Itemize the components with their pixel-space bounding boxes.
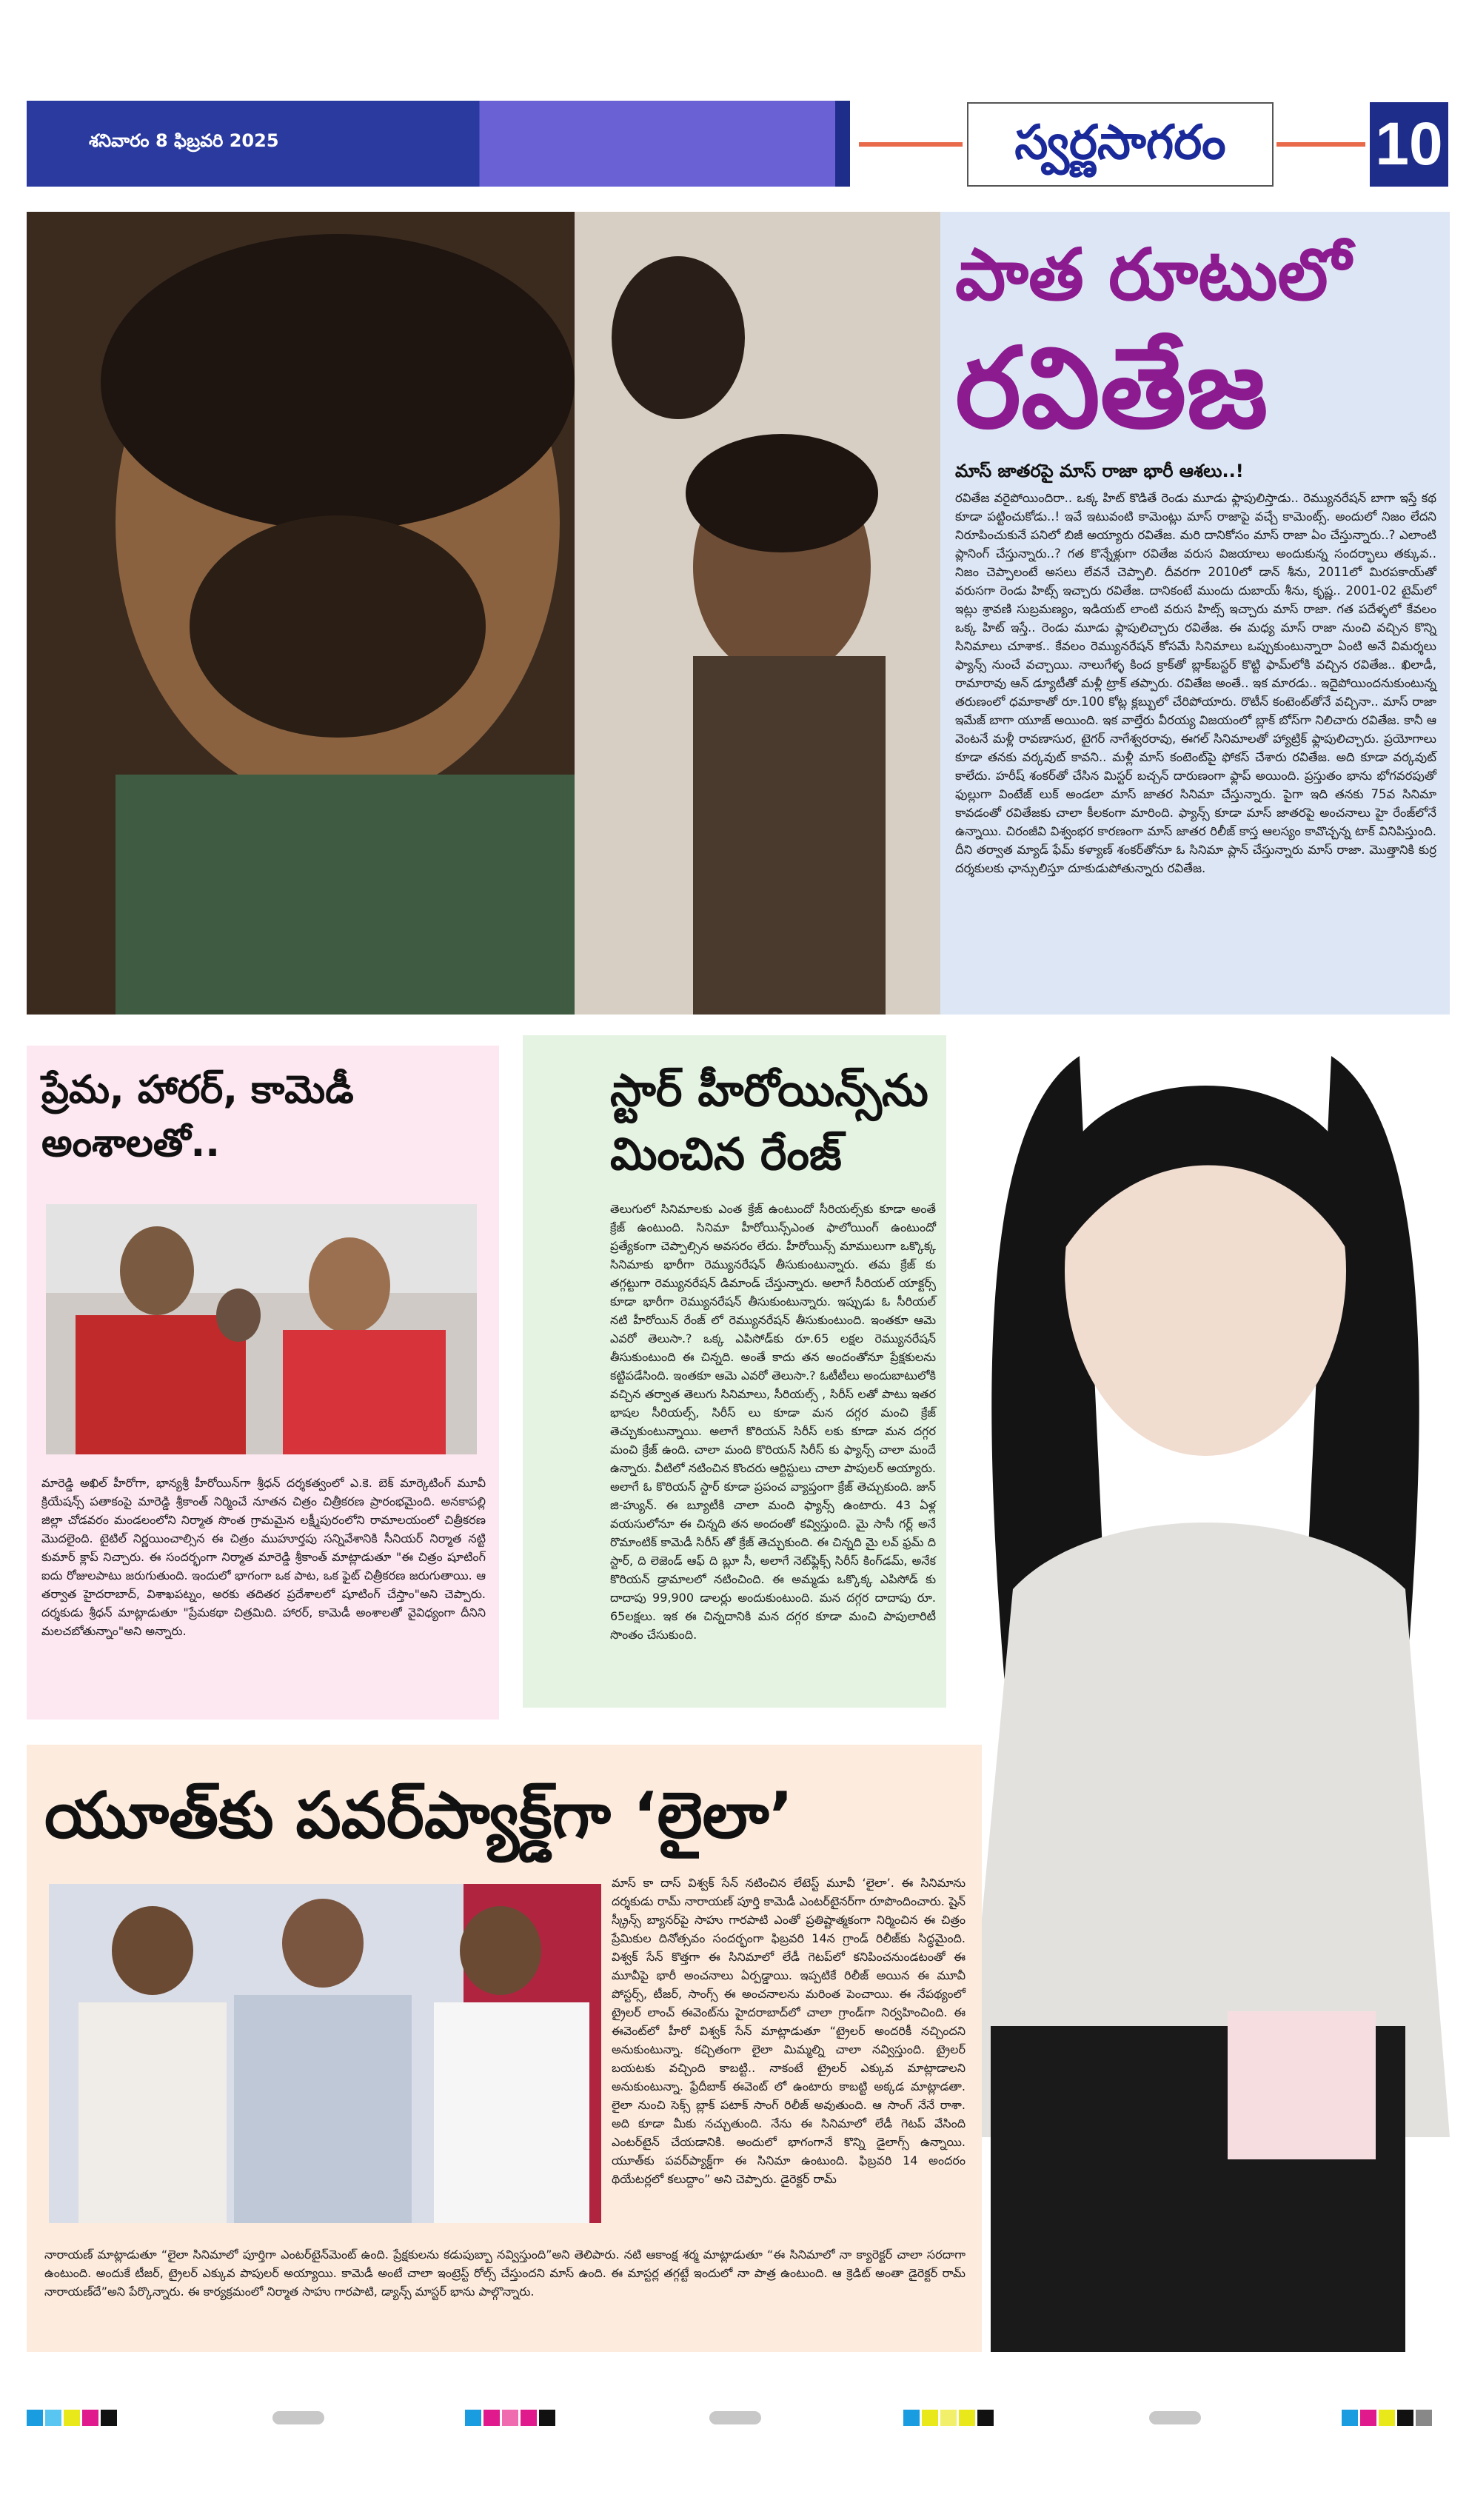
masthead-logo <box>967 102 1274 187</box>
bottom-story-photo <box>49 1884 601 2223</box>
actress-photo <box>946 1026 1450 2352</box>
color-registration-mark <box>27 2410 119 2426</box>
header-rule-right <box>1276 142 1365 147</box>
header-rule-left <box>859 142 963 147</box>
raviteja-hero-photo <box>27 212 940 1015</box>
header-accent <box>835 101 850 187</box>
pink-story-photo <box>46 1204 477 1454</box>
green-story-headline-line2: మించిన రేంజ్ <box>610 1129 842 1180</box>
registration-pill <box>272 2411 324 2424</box>
pink-story-headline: ప్రేమ, హారర్, కామెడీ అంశాలతో.. <box>41 1068 354 1166</box>
bottom-story-body-right: మాస్ కా దాస్ విశ్వక్ సేన్ నటించిన లేటెస్ట్ మూవీ ‘లైలా’. ఈ సినిమాను దర్శకుడు రామ్ నారాయణ్ పూర్తి కామెడీ ఎంటర్‌టైనర్‌గా రూపొందించారు. షైన్ స్క్రీన్స్ బ్యానర్‌పై సాహు గారపాటి ఎంతో ప్రతిష్టాత్మకంగా నిర్మించిన ఈ చిత్రం ప్రేమికుల దినోత్సవం సందర్భంగా ఫిబ్రవరి 14న గ్రాండ్ రిలీజ్‌కు సిద్ధమైంది. విశ్వక్ సేన్ కొత్తగా ఈ సినిమాలో లేడీ గెటప్‌లో కనిపించనుండటంతో ఈ మూవీపై భారీ అంచనాలు ఏర్పడ్డాయి. ఇప్పటికే రిలీజ్ అయిన ఈ మూవీ పోస్టర్స్, టీజర్, సాంగ్స్ ఈ అంచనాలను మరింత పెంచాయి. ఈ నేపథ్యంలో ట్రైలర్ లాంచ్ ఈవెంట్‌ను హైదరాబాద్‌లో చాలా గ్రాండ్‌గా నిర్వహించింది. ఈ ఈవెంట్‌లో హీరో విశ్వక్ సేన్ మాట్లాడుతూ “ట్రైలర్ అందరికీ నచ్చిందని అనుకుంటున్నా. కచ్చితంగా లైలా మిమ్మల్ని చాలా నవ్విస్తుంది. ట్రైలర్ బయటకు వచ్చింది కాబట్టి.. నాకంటే ట్రైలర్ ఎక్కువ మాట్లాడాలని అనుకుంటున్నా. ఫ్రేదీబాక్ ఈవెంట్ లో ఉంటారు కాబట్టి అక్కడ మాట్లాడతా. లైలా నుంచి సెక్స్ బ్లాక్ పటాక్ సాంగ్ రిలీజ్ అవుతుంది. ఆ సాంగ్ నేనే రాశా. అది కూడా మీకు నచ్చుతుంది. నేను ఈ సినిమాలో లేడీ గెటప్ వేసింది ఎంటర్‌టైన్ చేయడానికి. అందులో భాగంగానే కొన్ని డైలాగ్స్ ఉన్నాయి. యూత్‌కు పవర్‌ప్యాక్డ్‌గా ఈ సినిమా ఉంటుంది. ఫిబ్రవరి 14 అందరం థియేటర్లలో కలుద్దాం” అని చెప్పారు. డైరెక్టర్ రామ్ <box>612 1876 966 2186</box>
pink-story-body: మారెడ్డి అఖిల్ హీరోగా, భాన్యశ్రీ హీరోయిన్‌గా శ్రీధన్ దర్శకత్వంలో ఎ.కె. బెక్ మార్కెటింగ్ మూవీ క్రియేషన్స్ పతాకంపై మారెడ్డి శ్రీకాంత్ నిర్మించే నూతన చిత్రం చిత్రీకరణ ప్రారంభమైంది. అనకాపల్లి జిల్లా చోడవరం మండలంలోని నిర్మాత సొంత గ్రామమైన లక్ష్మీపురంలోని రామాలయంలో చిత్రీకరణ మొదలైంది. టైటిల్ నిర్ణయించాల్సిన ఈ చిత్రం ముహూర్తపు సన్నివేశానికి సీనియర్ నిర్మాత నట్టి కుమార్ క్లాప్ నిచ్చారు. ఈ సందర్భంగా నిర్మాత మారెడ్డి శ్రీకాంత్ మాట్లాడుతూ "ఈ చిత్రం షూటింగ్ ఐదు రోజులపాటు జరుగుతుంది. ఇందులో భాగంగా ఒక పాట, ఒక ఫైట్ చిత్రీకరణ జరుగుతాయి. ఆ తర్వాత హైదరాబాద్, విశాఖపట్నం, అరకు తదితర ప్రదేశాలలో షూటింగ్ చేస్తాం"అని చెప్పారు. దర్శకుడు శ్రీధన్ మాట్లాడుతూ "ప్రేమకథా చిత్రమిది. హారర్, కామెడీ అంశాలతో వైవిధ్యంగా దీనిని మలచబోతున్నాం"అని అన్నారు. <box>41 1476 486 1638</box>
photo-illustration <box>27 212 940 1015</box>
color-registration-mark <box>903 2410 996 2426</box>
photo-illustration <box>46 1204 477 1454</box>
photo-illustration <box>49 1884 601 2223</box>
color-registration-mark <box>465 2410 558 2426</box>
color-registration-mark <box>1342 2410 1434 2426</box>
registration-pill <box>1149 2411 1201 2424</box>
masthead-name: స్వర్ణసాగరం <box>1014 116 1226 170</box>
top-story-kicker: మాస్ జాతరపై మాస్ రాజా భారీ ఆశలు..! <box>955 461 1244 481</box>
green-story-body: తెలుగులో సినిమాలకు ఎంత క్రేజ్ ఉంటుందో సీరియల్స్‌కు కూడా అంతే క్రేజ్ ఉంటుంది. సినిమా హీరోయిన్స్‌ఎంత ఫాలోయింగ్ ఉంటుందో ప్రత్యేకంగా చెప్పాల్సిన అవసరం లేదు. హీరోయిన్స్ మాములుగా ఒక్కొక్క సినిమాకు భారీగా రెమ్యునరేషన్ తీసుకుంటున్నారు. తమ క్రేజ్ కు తగ్గట్టుగా రెమ్యునరేషన్ డిమాండ్ చేస్తున్నారు. అలాగే సీరియల్ యాక్టర్స్ కూడా భారీగా రెమ్యునరేషన్ తీసుకుంటున్నారు. ఇప్పుడు ఓ సీరియల్ నటి హీరోయిన్ రేంజ్ లో రెమ్యునరేషన్ తీసుకుంటుంది. ఇంతకూ ఆమె ఎవరో తెలుసా.? ఒక్క ఎపిసోడ్‌కు రూ.65 లక్షల రెమ్యునరేషన్ తీసుకుంటుంది ఈ చిన్నది. అంతే కాదు తన అందంతోనూ ప్రేక్షకులను కట్టిపడేసింది. ఇంతకూ ఆమె ఎవరో తెలుసా.? ఓటీటీలు అందుబాటులోకి వచ్చిన తర్వాత తెలుగు సినిమాలు, సీరియల్స్ , సిరీస్ లతో పాటు ఇతర భాషల సీరియల్స్, సిరీస్ లు కూడా మన దగ్గర మంచి క్రేజ్ తెచ్చుకుంటున్నాయి. అలాగే కొరియన్ సిరీస్ లకు కూడా మన దగ్గర మంచి క్రేజ్ ఉంది. చాలా మంది కొరియన్ సిరీస్ కు ఫ్యాన్స్ చాలా మందే ఉన్నారు. వీటిలో నటించిన కొందరు ఆర్టిస్టులు చాలా పాపులర్ అయ్యారు. అలాగే ఓ కొరియన్ స్టార్ కూడా ప్రపంచ వ్యాప్తంగా క్రేజ్ తెచ్చుకుంది. జున్ జి-హ్యున్. ఈ బ్యూటీకి చాలా మంది ఫ్యాన్స్ ఉంటారు. 43 ఏళ్ల వయసులోనూ ఈ చిన్నది తన అందంతో కవ్విస్తుంది. మై సాసీ గర్ల్ అనే రొమాంటిక్ కామెడీ సిరీస్ తో క్రేజ్ తెచ్చుకుంది. ఈ చిన్నది మై లవ్ ఫ్రమ్ ది స్టార్, ది లెజెండ్ ఆఫ్ ది బ్లూ సీ, అలాగే నెట్‌ఫ్లిక్స్ సిరీస్ కింగ్‌డమ్, అనేక కొరియన్ డ్రామాలలో నటించింది. ఈ అమ్మడు ఒక్కొక్క ఎపిసోడ్ కు దాదాపు 99,900 డాలర్లు అందుకుంటుంది. మన దగ్గర దాదాపు రూ. 65లక్షలు. ఇక ఈ చిన్నదానికి మన దగ్గర కూడా మంచి పాపులారిటీ సొంతం చేసుకుంది. <box>610 1202 936 1642</box>
top-story-headline-line2: రవితేజ <box>955 324 1268 453</box>
green-story-headline-line1: స్టార్ హీరోయిన్స్‌ను <box>610 1065 928 1117</box>
issue-date: శనివారం 8 ఫిబ్రవరి 2025 <box>89 130 279 151</box>
top-story-body: రవితేజ వరైపోయిందిరా.. ఒక్క హిట్ కొడితే రెండు మూడు ఫ్లాపులిస్తాడు.. రెమ్యునరేషన్ బాగా ఇస్తే కథ కూడా పట్టించుకోడు..! ఇవే ఇటువంటి కామెంట్లు మాస్ రాజాపై వచ్చే కామెంట్స్. అందులో నిజం లేదని నిరూపించుకునే పనిలో బిజీ అయ్యారు రవితేజ. మరి దానికోసం మాస్ రాజా ఏం చేస్తున్నారు..? ఎలాంటి ప్లానింగ్ చేస్తున్నారు..? గత కొన్నేళ్లుగా రవితేజ వరుస విజయాలు అందుకున్న సందర్భాలు తక్కువ.. నిజం చెప్పాలంటే అసలు లేవనే చెప్పాలి. దీవరగా 2010లో డాన్ శీను, 2011లో మిరపకాయ్‌తో వరుసగా రెండు హిట్స్ ఇచ్చారు రవితేజ. దానికంటే ముందు దుబాయ్ శీను, కృష్ణ.. 2001-02 టైమ్‌లో ఇట్లు శ్రావణి సుబ్రమణ్యం, ఇడియట్ లాంటి వరుస హిట్స్ ఇచ్చారు మాస్ రాజా. గత పదేళ్ళలో కేవలం ఒక్క హిట్ ఇస్తే.. రెండు మూడు ఫ్లాపులిచ్చారు రవితేజ. ఈ మధ్య మాస్ రాజా నుంచి వచ్చిన కొన్ని సినిమాలు చూశాక.. కేవలం రెమ్యునరేషన్ కోసమే సినిమాలు ఒప్పుకుంటున్నారా ఏంటి అనే విమర్శలు ఫ్యాన్స్ నుంచే వచ్చాయి. నాలుగేళ్ళ కింద క్రాక్‌తో బ్లాక్‌బస్టర్ కొట్టి ఫామ్‌లోకి వచ్చిన రవితేజ.. ఖిలాడీ, రామారావు ఆన్ డ్యూటీతో మళ్లీ ట్రాక్ తప్పారు. రవితేజ అంతే.. ఇక మారడు.. ఇదైపోయిందనుకుంటున్న తరుణంలో ధమాకాతో రూ.100 కోట్ల క్లబ్బులో చేరిపోయారు. రొటీన్ కంటెంట్‌తోనే వచ్చినా.. మాస్ రాజా ఇమేజ్ బాగా యూజ్ అయింది. ఇక వాల్తేరు వీరయ్య విజయంలో బ్లాక్ బోస్‌గా నిలిచారు రవితేజ. కానీ ఆ వెంటనే మళ్లీ రావణాసుర, టైగర్ నాగేశ్వరరావు, ఈగల్ సినిమాలతో హ్యాట్రిక్ ఫ్లాపులిచ్చారు. ప్రయోగాలు కూడా తనకు వర్కవుట్ కావని.. మళ్లీ మాస్ కంటెంట్‌పై ఫోకస్ చేశారు రవితేజ. అది కూడా వర్కవుట్ కాలేదు. హరీష్ శంకర్‌తో చేసిన మిస్టర్ బచ్చన్ దారుణంగా ఫ్లాప్ అయింది. ప్రస్తుతం భాను భోగవరపుతో ఫుల్లుగా వింటేజ్ లుక్ అండలా మాస్ జాతర సినిమా చేస్తున్నారు. పైగా ఇది తనకు 75వ సినిమా కావడంతో రవితేజకు చాలా కీలకంగా మారింది. ఫ్యాన్స్ కూడా మాస్ జాతరపై అంచనాలు హై రేంజ్‌లోనే ఉన్నాయి. చిరంజీవి విశ్వంభర కారణంగా మాస్ జాతర రిలీజ్ కాస్త ఆలస్యం కావొచ్చన్న టాక్ వినిపిస్తుంది. దీని తర్వాత మ్యాడ్ ఫేమ్ కళ్యాణ్ శంకర్‌తోనూ ఓ సినిమా ప్లాన్ చేస్తున్నారు మాస్ రాజా. మొత్తానికి కుర్ర దర్శకులకు ఛాన్సులిస్తూ దూకుడుపోతున్నారు రవితేజ. <box>955 491 1437 875</box>
registration-pill <box>709 2411 761 2424</box>
photo-illustration <box>946 1026 1450 2352</box>
bottom-story-body-bottom: నారాయణ్ మాట్లాడుతూ “లైలా సినిమాలో పూర్తిగా ఎంటర్‌టైన్‌మెంట్ ఉంది. ప్రేక్షకులను కడుపుబ్బా నవ్విస్తుంది”అని తెలిపారు. నటి ఆకాంక్ష శర్మ మాట్లాడుతూ “ఈ సినిమాలో నా క్యారెక్టర్ చాలా సరదాగా ఉంటుంది. అందుకే టీజర్, ట్రైలర్ ఎక్కువ పాపులర్ అయ్యాయి. కామెడీ అంటే చాలా ఇంట్రెస్ట్ రోల్స్ చేస్తుందని మాస్ ఉంది. ఈ మాస్టర్ల తగ్గట్టే ఇందులో నా పాత్ర ఉంటుంది. ఆ క్రెడిట్ అంతా డైరెక్టర్ రామ్ నారాయణ్‌దే”అని పేర్కొన్నారు. ఈ కార్యక్రమంలో నిర్మాత సాహు గారపాటి, డ్యాన్స్ మాస్టర్ భాను పాల్గొన్నారు. <box>44 2247 966 2299</box>
top-story-headline-line1: పాత రూటులో <box>955 233 1351 316</box>
page-number: 10 <box>1370 102 1448 187</box>
bottom-story-headline: యూత్‌కు పవర్‌ప్యాక్డ్‌గా ‘లైలా’ <box>44 1779 794 1853</box>
